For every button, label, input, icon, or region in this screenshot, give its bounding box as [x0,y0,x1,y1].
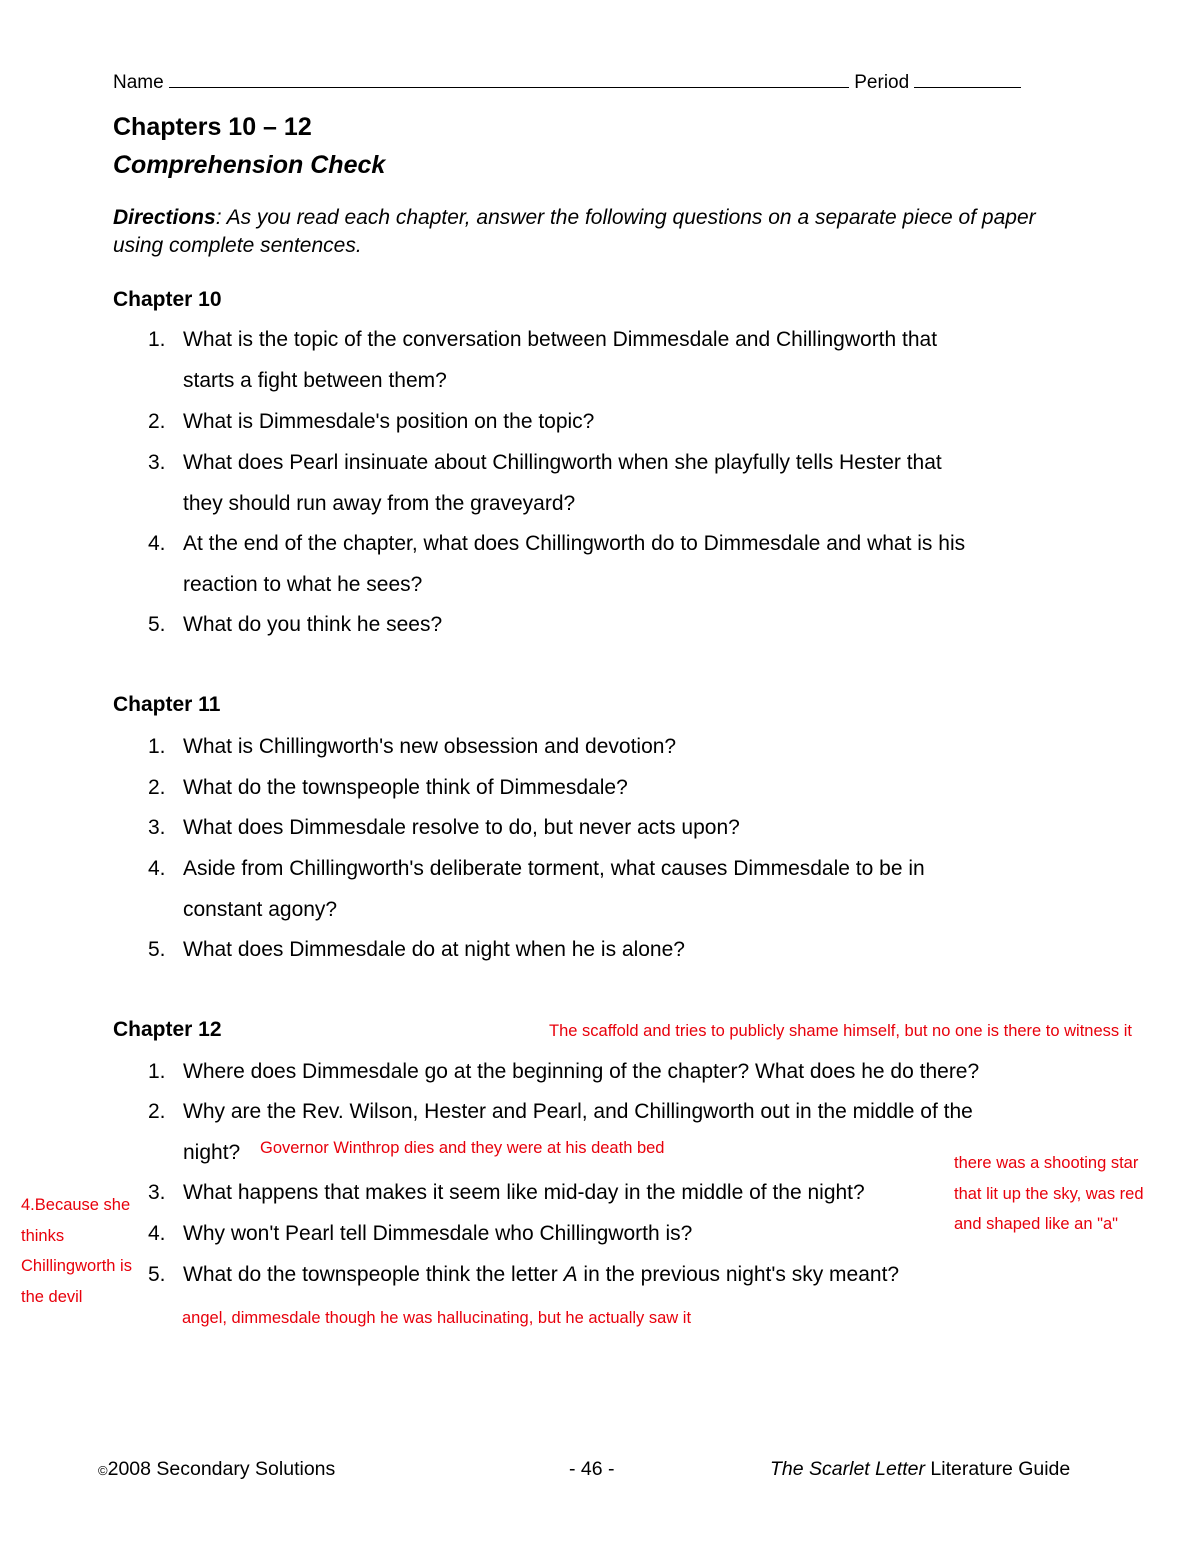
copyright-icon: © [98,1463,108,1478]
period-label: Period [854,72,910,94]
chapter-heading: Chapter 12 [113,1018,222,1041]
annotation-answer: Governor Winthrop dies and they were at his death bed [260,1139,665,1157]
name-field[interactable] [169,70,849,88]
annotation-answer: there was a shooting star that lit up the sky, was red and shaped like an "a" [954,1154,1144,1233]
annotation-answer: angel, dimmesdale though he was hallucinating, but he actually saw it [182,1309,692,1327]
directions-label: Directions [113,206,216,229]
chapter-heading: Chapter 10 [113,288,222,311]
directions [113,204,1073,260]
name-label: Name [113,72,164,94]
chapter-heading: Chapter 11 [113,693,221,716]
annotation-answer: The scaffold and tries to publicly shame himself, but no one is there to witness it [549,1022,1132,1040]
footer-book-title: The Scarlet Letter Literature Guide [770,1458,1071,1480]
name-period-line [113,70,1021,94]
annotation-answer: 4.Because she thinks Chillingworth is the devil [21,1196,132,1306]
footer-copyright: ©2008 Secondary Solutions [98,1458,336,1480]
directions-text: : As you read each chapter, answer the following questions on a separate piece of paper using complete sentences. [113,206,1036,257]
page-title: Chapters 10 – 12 [113,113,312,141]
period-field[interactable] [914,70,1021,88]
footer-page-number: - 46 - [569,1458,615,1480]
page-subtitle: Comprehension Check [113,151,386,179]
